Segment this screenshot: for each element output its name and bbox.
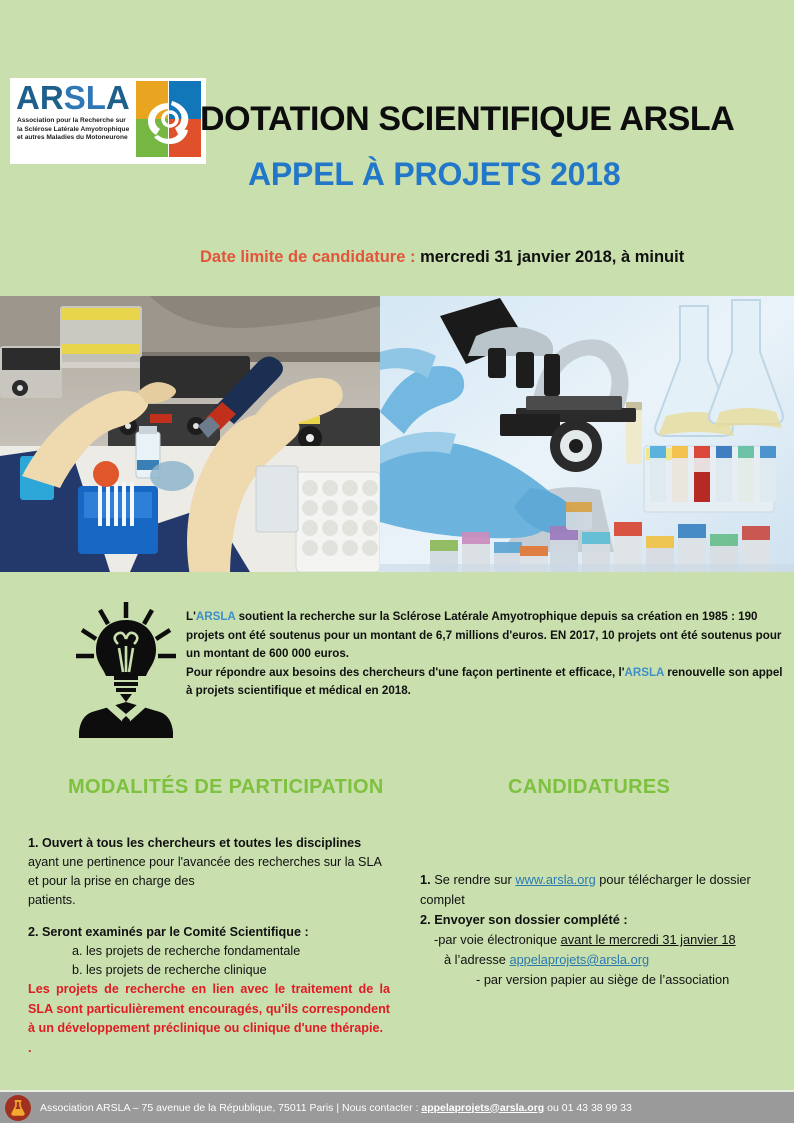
logo-text-block — [10, 78, 134, 164]
intro-paragraph-2 — [186, 664, 786, 701]
logo-letter-a1: A — [16, 79, 40, 116]
left-item-1-bold: 1. Ouvert à tous les chercheurs et toutes les disciplines — [28, 836, 362, 850]
section-heading-modalites: MODALITÉS DE PARTICIPATION — [68, 776, 384, 798]
arsla-website-link[interactable]: www.arsla.org — [515, 872, 596, 887]
lightbulb-head-businessman-icon — [66, 598, 186, 738]
page-title: DOTATION SCIENTIFIQUE ARSLA — [200, 100, 735, 138]
right-column — [420, 870, 780, 990]
left-highlight: Les projets de recherche en lien avec le traitement de la SLA sont particulièrement encouragés, qu'ils correspondent à un développement préclinique ou clinique d'une thérapie. — [28, 982, 390, 1035]
right-step-1-num: 1. — [420, 872, 431, 887]
logo-pinwheel-icon — [134, 79, 206, 161]
photo-lab-pipetting — [0, 296, 380, 572]
section-heading-candidatures: CANDIDATURES — [508, 776, 671, 798]
right-bullet-2: - par version papier au siège de l’association — [476, 972, 730, 987]
intro-p2-part3: renouvelle son appel à projets scientifique et médical en 2018. — [186, 665, 783, 697]
left-item-2-bold: 2. Seront examinés par le Comité Scientifique : — [28, 925, 309, 939]
logo-subtitle-line-1: Association pour la Recherche sur — [17, 117, 126, 124]
left-trailing-dot: . — [28, 1040, 32, 1055]
left-item-2b: b. les projets de recherche clinique — [72, 963, 267, 977]
right-step-2: 2. Envoyer son dossier complété : — [420, 912, 628, 927]
lightbulb-head-businessman-graphic — [66, 598, 186, 738]
left-item-1 — [28, 834, 390, 891]
flask-icon-graphic — [9, 1099, 27, 1117]
intro-text-block — [186, 608, 786, 701]
left-item-1-rest: ayant une pertinence pour l'avancée des recherches sur la SLA et pour la prise en charge des — [28, 855, 382, 888]
logo-letter-r: R — [39, 79, 64, 116]
intro-paragraph-1 — [186, 608, 786, 664]
logo-swirl-icon — [138, 85, 202, 157]
right-step-1-after: pour télécharger le dossier complet — [420, 872, 751, 907]
flask-icon — [5, 1095, 31, 1121]
appelaprojets-email-link[interactable]: appelaprojets@arsla.org — [509, 952, 650, 967]
logo-subtitle-line-3: et autres Maladies du Motoneurone — [17, 134, 128, 142]
left-spacer-1 — [28, 910, 390, 923]
right-step-1-before: Se rendre sur — [430, 872, 516, 887]
intro-p2-part1: Pour répondre aux besoins des chercheurs d'une façon pertinente et efficace, l' — [186, 665, 625, 679]
right-step-1 — [420, 870, 780, 910]
footer-text — [40, 1102, 632, 1114]
logo-letter-s: S — [63, 79, 86, 116]
intro-p1-part3: soutient la recherche sur la Sclérose Latérale Amyotrophique depuis sa création en 1985 : 190 projets ont été soutenus pour un montant de 6,7 millions d'euros. EN 2017, 10 projets ont été soutenus pour un montant de 600 000 euros. — [186, 610, 782, 660]
poster-header — [0, 0, 794, 266]
right-bullet-1-before: -par voie électronique — [434, 932, 561, 947]
deadline-label: Date limite de candidature : — [200, 248, 416, 266]
arsla-logo — [10, 78, 206, 164]
right-bullet-1-addr-before: à l’adresse — [444, 952, 510, 967]
intro-p2-arsla: ARSLA — [624, 665, 664, 679]
photo-microscope — [380, 296, 794, 572]
right-bullet-1-deadline: avant le mercredi 31 janvier 18 — [560, 932, 736, 947]
poster-footer — [0, 1092, 794, 1123]
intro-section — [0, 586, 794, 756]
left-item-2a: a. les projets de recherche fondamentale — [72, 944, 301, 958]
page-subtitle: APPEL À PROJETS 2018 — [248, 156, 621, 192]
logo-subtitle — [17, 117, 134, 143]
photo-microscope-graphic — [380, 296, 794, 572]
left-item-1-last: patients. — [28, 893, 76, 907]
photo-strip — [0, 296, 794, 572]
logo-letter-a2: A — [105, 79, 130, 116]
deadline-line — [200, 248, 684, 267]
intro-p1-arsla: ARSLA — [195, 610, 236, 623]
deadline-value: mercredi 31 janvier 2018, à minuit — [420, 248, 685, 266]
logo-letter-l: L — [85, 79, 106, 116]
right-bullet-1 — [420, 930, 780, 950]
footer-text-before: Association ARSLA – 75 avenue de la République, 75011 Paris | Nous contacter : — [40, 1101, 422, 1114]
right-bullet-1-address — [420, 950, 780, 970]
left-column — [28, 834, 390, 1058]
photo-lab-pipetting-graphic — [0, 296, 380, 572]
intro-p1-part1: L' — [186, 610, 196, 623]
footer-text-after: ou 01 43 38 99 33 — [544, 1101, 632, 1114]
logo-subtitle-line-2: la Sclérose Latérale Amyotrophique — [17, 125, 130, 133]
logo-wordmark — [16, 81, 134, 115]
footer-email-link[interactable]: appelaprojets@arsla.org — [421, 1101, 545, 1114]
